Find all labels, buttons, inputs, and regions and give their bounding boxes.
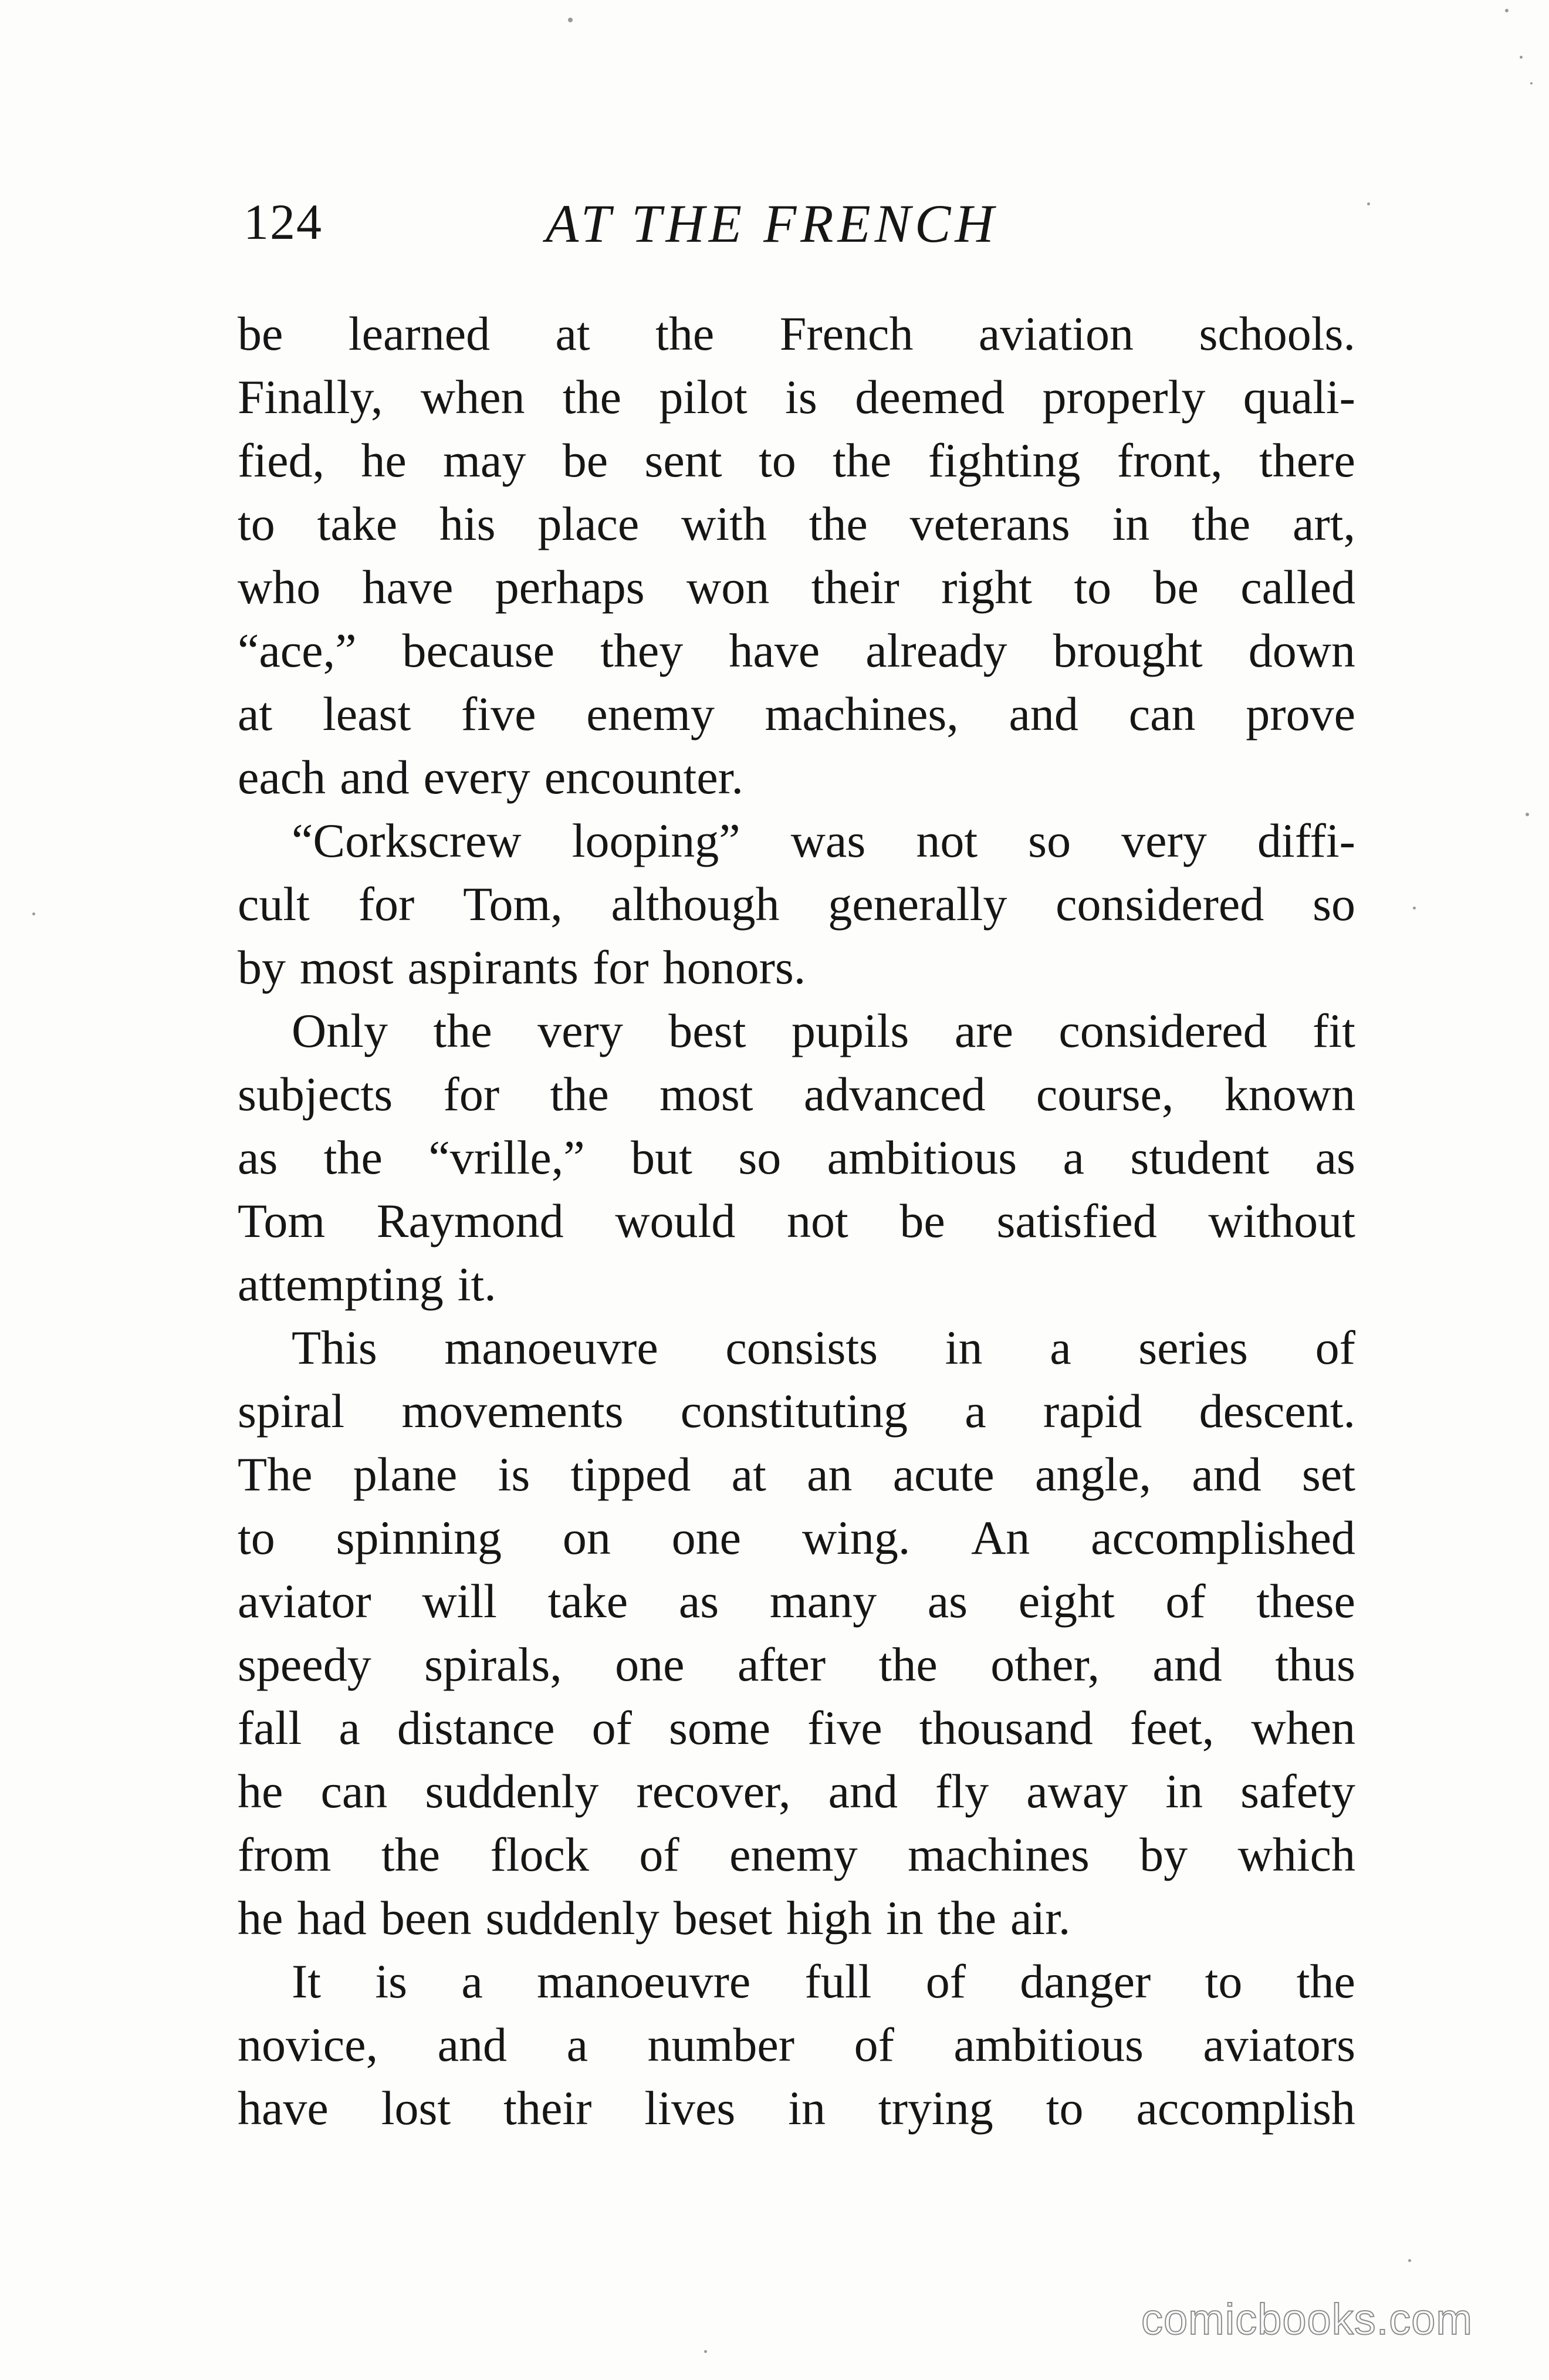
word: least [322, 687, 411, 741]
word: each [238, 750, 326, 804]
word: speedy [238, 1638, 371, 1691]
word: Tom [238, 1194, 326, 1248]
word: known [1224, 1067, 1355, 1121]
text-line [238, 682, 1355, 746]
word: properly [1042, 370, 1206, 424]
word: there [1259, 434, 1355, 487]
word: can [320, 1764, 388, 1818]
word: of [1165, 1574, 1206, 1628]
word: five [461, 687, 536, 741]
word: tipped [570, 1448, 691, 1501]
word: with [681, 497, 767, 550]
text-line [238, 873, 1355, 936]
word: most [659, 1067, 753, 1121]
word: a [1050, 1321, 1071, 1374]
word: thus [1275, 1638, 1355, 1691]
word: “vrille,” [428, 1131, 585, 1184]
word: thousand [919, 1701, 1093, 1754]
text-line [238, 1253, 1355, 1316]
word: perhaps [495, 560, 645, 614]
text-line [238, 429, 1355, 492]
word: is [375, 1955, 408, 2008]
word: satisfied [996, 1194, 1157, 1248]
word: by [238, 941, 286, 994]
word: suddenly [425, 1764, 599, 1818]
word: distance [397, 1701, 555, 1754]
print-speck [1526, 813, 1529, 816]
word: in [788, 2081, 826, 2135]
word: fighting [928, 434, 1081, 487]
word: fly [935, 1764, 989, 1818]
word: their [811, 560, 899, 614]
word: and [437, 2018, 508, 2071]
text-line [238, 1063, 1355, 1126]
word: the [937, 1891, 996, 1945]
word: take [317, 497, 398, 550]
word: spiral [238, 1384, 345, 1438]
word: without [1208, 1194, 1355, 1248]
print-speck [1413, 907, 1416, 910]
word: which [1237, 1828, 1355, 1881]
word: wing. [801, 1511, 911, 1564]
word: machines, [765, 687, 959, 741]
watermark: comicbooks.com [1141, 2295, 1473, 2344]
word: to [1074, 560, 1112, 614]
print-speck [1367, 202, 1370, 205]
word: every [423, 750, 530, 804]
word: eight [1018, 1574, 1115, 1628]
word: ambitious [827, 1131, 1017, 1184]
text-line [238, 1126, 1355, 1189]
word: the [878, 1638, 938, 1691]
word: “ace,” [238, 624, 357, 677]
word: prove [1246, 687, 1355, 741]
text-line [238, 556, 1355, 619]
text-line [238, 1823, 1355, 1887]
word: not [916, 814, 978, 867]
word: considered [1058, 1004, 1267, 1057]
text-line [238, 1887, 1355, 1950]
word: although [611, 877, 780, 931]
print-speck [1520, 56, 1523, 59]
print-speck [1530, 82, 1533, 84]
word: but [631, 1131, 692, 1184]
word: trying [878, 2081, 993, 2135]
word: was [790, 814, 866, 867]
word: encounter. [544, 750, 743, 804]
word: the [323, 1131, 383, 1184]
word: have [362, 560, 454, 614]
text-line [238, 746, 1355, 809]
word: as [238, 1131, 278, 1184]
word: sent [644, 434, 722, 487]
word: been [380, 1891, 472, 1945]
word: so [738, 1131, 782, 1184]
word: in [1112, 497, 1150, 550]
word: many [769, 1574, 877, 1628]
word: in [945, 1321, 983, 1374]
word: one [671, 1511, 742, 1564]
word: recover, [636, 1764, 791, 1818]
word: can [1128, 687, 1196, 741]
word: an [807, 1448, 853, 1501]
word: as [678, 1574, 719, 1628]
word: most [300, 941, 394, 994]
text-line [238, 1506, 1355, 1570]
word: called [1240, 560, 1355, 614]
word: a [1063, 1131, 1084, 1184]
word: may [443, 434, 526, 487]
word: aviators [1203, 2018, 1355, 2071]
word: movements [401, 1384, 624, 1438]
word: angle, [1034, 1448, 1152, 1501]
word: some [668, 1701, 771, 1754]
text-line [238, 1316, 1355, 1380]
word: suddenly [485, 1891, 659, 1945]
word: of [639, 1828, 679, 1881]
word: in [1165, 1764, 1203, 1818]
print-speck [568, 18, 573, 22]
word: the [562, 370, 622, 424]
word: set [1301, 1448, 1355, 1501]
word: a [461, 1955, 483, 2008]
text-line [238, 1189, 1355, 1253]
word: acute [892, 1448, 995, 1501]
word: spinning [336, 1511, 502, 1564]
word: beset [673, 1891, 773, 1945]
word: not [786, 1194, 848, 1248]
text-line [238, 1950, 1355, 2013]
word: so [1028, 814, 1071, 867]
text-line [238, 366, 1355, 429]
word: already [865, 624, 1007, 677]
word: very [1121, 814, 1207, 867]
word: rapid [1043, 1384, 1142, 1438]
word: he [238, 1891, 283, 1945]
text-line [238, 492, 1355, 556]
word: to [238, 497, 275, 550]
word: honors. [662, 941, 806, 994]
word: have [238, 2081, 329, 2135]
word: be [899, 1194, 945, 1248]
word: and [1009, 687, 1078, 741]
word: advanced [803, 1067, 986, 1121]
word: feet, [1129, 1701, 1215, 1754]
word: veterans [909, 497, 1070, 550]
word: spirals, [424, 1638, 562, 1691]
word: as [1315, 1131, 1355, 1184]
word: are [954, 1004, 1013, 1057]
word: take [547, 1574, 628, 1628]
word: front, [1117, 434, 1223, 487]
word: of [925, 1955, 966, 2008]
word: fit [1313, 1004, 1355, 1057]
word: aviator [238, 1574, 371, 1628]
word: The [238, 1448, 313, 1501]
word: and [1152, 1638, 1222, 1691]
word: for [443, 1067, 500, 1121]
word: because [402, 624, 555, 677]
running-title: AT THE FRENCH [546, 194, 998, 253]
text-line [238, 936, 1355, 999]
word: deemed [855, 370, 1005, 424]
word: the [655, 307, 715, 360]
text-line [238, 302, 1355, 366]
text-line [238, 1443, 1355, 1506]
word: lost [381, 2081, 451, 2135]
body-text [238, 302, 1355, 2140]
word: a [965, 1384, 986, 1438]
word: be [1153, 560, 1199, 614]
word: very [537, 1004, 623, 1057]
word: to [758, 434, 796, 487]
word: aviation [978, 307, 1134, 360]
text-line [238, 999, 1355, 1063]
word: subjects [238, 1067, 393, 1121]
word: who [238, 560, 321, 614]
text-line [238, 1570, 1355, 1633]
word: French [779, 307, 914, 360]
word: other, [990, 1638, 1100, 1691]
word: his [439, 497, 496, 550]
word: down [1248, 624, 1355, 677]
word: they [600, 624, 684, 677]
word: he [238, 1764, 283, 1818]
word: the [809, 497, 868, 550]
word: at [555, 307, 590, 360]
text-line [238, 619, 1355, 682]
print-speck [1505, 9, 1509, 12]
word: accomplished [1091, 1511, 1355, 1564]
word: consists [725, 1321, 878, 1374]
word: aspirants [407, 941, 579, 994]
word: the [550, 1067, 609, 1121]
word: is [498, 1448, 530, 1501]
text-line [238, 2077, 1355, 2140]
word: so [1313, 877, 1355, 931]
word: be [238, 307, 283, 360]
word: after [738, 1638, 826, 1691]
word: the [1192, 497, 1251, 550]
word: Only [292, 1004, 388, 1057]
word: best [668, 1004, 746, 1057]
word: these [1256, 1574, 1355, 1628]
word: pupils [791, 1004, 909, 1057]
text-line [238, 809, 1355, 873]
print-speck [704, 2350, 707, 2353]
word: to [1046, 2081, 1084, 2135]
word: would [615, 1194, 736, 1248]
word: brought [1053, 624, 1203, 677]
word: An [971, 1511, 1030, 1564]
word: Finally, [238, 370, 383, 424]
text-line [238, 1696, 1355, 1760]
word: on [562, 1511, 611, 1564]
word: the [381, 1828, 441, 1881]
word: the [833, 434, 892, 487]
word: ambitious [953, 2018, 1144, 2071]
word: fied, [238, 434, 324, 487]
text-line [238, 1760, 1355, 1823]
word: learned [348, 307, 491, 360]
word: when [1251, 1701, 1355, 1754]
word: safety [1240, 1764, 1355, 1818]
word: full [804, 1955, 872, 2008]
word: by [1139, 1828, 1188, 1881]
word: one [615, 1638, 685, 1691]
word: at [238, 687, 273, 741]
word: number [647, 2018, 795, 2071]
word: descent. [1199, 1384, 1355, 1438]
text-line [238, 2013, 1355, 2077]
print-speck [1408, 2259, 1411, 2262]
word: manoeuvre [537, 1955, 751, 2008]
word: and [828, 1764, 898, 1818]
word: be [562, 434, 608, 487]
word: student [1130, 1131, 1270, 1184]
word: and [340, 750, 410, 804]
word: novice, [238, 2018, 378, 2071]
word: the [1296, 1955, 1355, 2008]
word: a [339, 1701, 360, 1754]
word: fall [238, 1701, 302, 1754]
word: attempting [238, 1257, 444, 1311]
print-speck [32, 912, 35, 915]
word: place [537, 497, 640, 550]
word: plane [353, 1448, 458, 1501]
word: their [503, 2081, 592, 2135]
word: diffi- [1257, 814, 1355, 867]
word: of [591, 1701, 632, 1754]
text-line [238, 1633, 1355, 1696]
word: considered [1056, 877, 1264, 931]
word: of [854, 2018, 894, 2071]
word: in [885, 1891, 924, 1945]
word: to [238, 1511, 275, 1564]
word: Tom, [463, 877, 563, 931]
word: generally [828, 877, 1007, 931]
word: it. [457, 1257, 496, 1311]
word: and [1192, 1448, 1261, 1501]
word: It [292, 1955, 322, 2008]
word: the [433, 1004, 492, 1057]
word: had [297, 1891, 367, 1945]
word: of [1315, 1321, 1355, 1374]
word: to [1205, 1955, 1243, 2008]
word: looping” [571, 814, 740, 867]
text-line [238, 1380, 1355, 1443]
word: five [807, 1701, 882, 1754]
page-number: 124 [243, 194, 323, 250]
word: will [422, 1574, 497, 1628]
word: “Corkscrew [292, 814, 522, 867]
word: for [358, 877, 415, 931]
word: won [686, 560, 770, 614]
word: danger [1020, 1955, 1151, 2008]
word: at [731, 1448, 766, 1501]
word: manoeuvre [444, 1321, 658, 1374]
word: series [1138, 1321, 1248, 1374]
word: from [238, 1828, 332, 1881]
word: enemy [586, 687, 715, 741]
word: a [566, 2018, 588, 2071]
word: Raymond [376, 1194, 564, 1248]
word: This [292, 1321, 377, 1374]
word: have [729, 624, 820, 677]
word: lives [644, 2081, 736, 2135]
word: cult [238, 877, 310, 931]
word: constituting [680, 1384, 908, 1438]
word: when [420, 370, 525, 424]
word: art, [1292, 497, 1355, 550]
page-header [241, 182, 1355, 264]
word: as [927, 1574, 968, 1628]
word: machines [908, 1828, 1090, 1881]
word: for [592, 941, 649, 994]
word: he [361, 434, 407, 487]
word: schools. [1199, 307, 1355, 360]
word: quali- [1243, 370, 1355, 424]
word: air. [1010, 1891, 1071, 1945]
word: is [785, 370, 817, 424]
word: enemy [729, 1828, 858, 1881]
word: away [1026, 1764, 1128, 1818]
word: high [786, 1891, 872, 1945]
word: right [941, 560, 1033, 614]
word: accomplish [1136, 2081, 1355, 2135]
word: pilot [659, 370, 748, 424]
word: flock [490, 1828, 589, 1881]
word: course, [1036, 1067, 1174, 1121]
